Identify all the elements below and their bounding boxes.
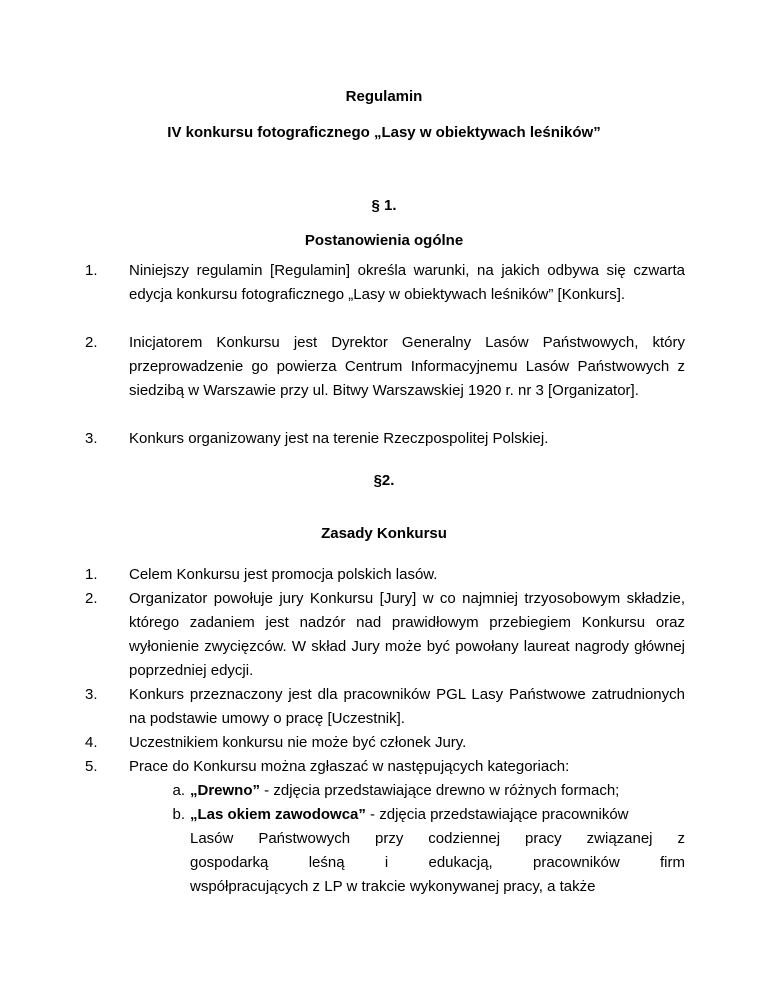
section-2-symbol: §2. bbox=[373, 472, 395, 489]
document-subtitle: IV konkursu fotograficznego „Lasy w obiektywach leśników” bbox=[167, 124, 601, 141]
category-continuation-line: gospodarką leśną i edukacją, pracowników firm bbox=[190, 854, 685, 871]
section-1-symbol: § 1. bbox=[371, 197, 397, 214]
category-continuation-line: współpracujących z LP w trakcie wykonywanej pracy, a także bbox=[190, 878, 596, 895]
section-2-heading: Zasady Konkursu bbox=[321, 525, 447, 542]
document-page: Regulamin IV konkursu fotograficznego „Lasy w obiektywach leśników” § 1. Postanowienia ogólne 1. Niniejszy regulamin [Regulamin] określa warunki, na jakich odbywa się czwarta edycja konkursu fotograficznego „Lasy w obiektywach leśników” [Konkurs]. 2. Inicjatorem Konkursu jest Dyrektor Generalny Lasów Państwowych, który przeprowadzenie go powierza Centrum Informacyjnemu Lasów Państwowych z siedzibą w Warszawie przy ul. Bitwy Warszawskiej 1920 r. nr 3 [Organizator]. 3. Konkurs organizowany jest na terenie Rzeczpospolitej Polskiej. §2. Zasady Konkursu 1. Celem Konkursu jest promocja polskich lasów. 2. Organizator powołuje jury Konkursu [Jury] w co najmniej trzyosobowym składzie, którego zadaniem jest nadzór nad prawidłowym przebiegiem Konkursu oraz wyłonienie zwycięzców. W skład Jury może być powołany laureat nagrody głównej poprzedniej edycji. 3. Konkurs przeznaczony jest dla pracowników PGL Lasy Państwowe zatrudnionych na podstawie umowy o pracę [Uczestnik]. 4. Uczestnikiem konkursu nie może być członek Jury. 5. Prace do Konkursu można zgłaszać w następujących kategoriach: a. „Drewno” - zdjęcia przedstawiające drewno w różnych formach; b. „Las okiem zawodowca” - zdjęcia przedstawiające pracowników Lasów Państwowych przy codziennej pracy związanej z gospodarką leśną i edukacją, pracowników firm współpracujących z LP w trakcie wykonywanej pracy, a także bbox=[0, 0, 768, 994]
category-continuation-line: Lasów Państwowych przy codziennej pracy związanej z bbox=[190, 830, 685, 847]
section-1-heading: Postanowienia ogólne bbox=[304, 232, 464, 249]
document-title: Regulamin bbox=[345, 88, 423, 105]
